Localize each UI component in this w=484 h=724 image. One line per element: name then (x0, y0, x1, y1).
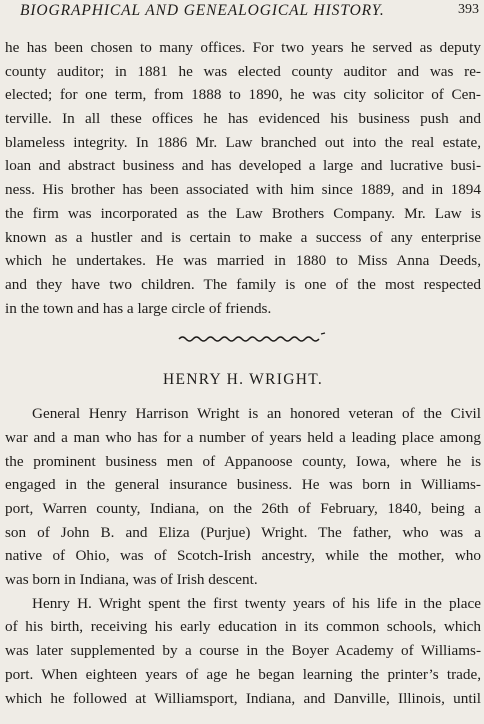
body-text (5, 36, 481, 710)
page-number: 393 (458, 2, 479, 17)
text-line: ness. His brother has been associated with him since 1889, and in 1894 (5, 181, 481, 199)
text-line: of his birth, receiving his early education in its common schools, which (5, 618, 481, 636)
text-line: port, Warren county, Indiana, on the 26th of February, 1840, being a (5, 500, 481, 517)
text-line: and they have two children. The family is one of the most respected (5, 275, 481, 293)
text-line: blameless integrity. In 1886 Mr. Law branched out into the real estate, (5, 133, 481, 151)
text-line: he has been chosen to many offices. For two years he served as deputy (5, 39, 481, 56)
section-heading: HENRY H. WRIGHT. (162, 371, 323, 389)
paragraph-wright-early-life (5, 592, 481, 710)
text-line: son of John B. and Eliza (Purjue) Wright. The father, who was a (5, 523, 481, 541)
text-line: Henry H. Wright spent the first twenty years of his life in the place (32, 594, 481, 612)
text-line: was born in Indiana, was of Irish descent. (5, 571, 258, 589)
text-line: engaged in the general insurance business. He was born in Williams- (5, 476, 481, 494)
text-line: war and a man who has for a number of years held a leading place among (5, 428, 481, 446)
text-line: which he undertakes. He was married in 1880 to Miss Anna Deeds, (5, 252, 481, 270)
text-line: county auditor; in 1881 he was elected county auditor and was re- (5, 62, 481, 80)
text-line: which he followed at Williamsport, Indiana, and Danville, Illinois, until (5, 689, 481, 707)
text-line: terville. In all these offices he has evidenced his business push and (5, 110, 481, 128)
wavy-rule-ornament (177, 332, 327, 346)
text-line: in the town and has a large circle of friends. (5, 299, 272, 317)
text-line: was later supplemented by a course in the Boyer Academy of Williams- (5, 642, 481, 660)
text-line: the prominent business men of Appanoose county, Iowa, where he is (5, 452, 481, 470)
section-separator (5, 320, 481, 362)
paragraph-wright-introduction (5, 402, 481, 592)
text-line: elected; for one term, from 1888 to 1890, he was city solicitor of Cen- (5, 86, 481, 104)
text-line: native of Ohio, was of Scotch-Irish ancestry, while the mother, who (5, 547, 481, 565)
running-head: BIOGRAPHICAL AND GENEALOGICAL HISTORY. (20, 2, 385, 19)
text-line: port. When eighteen years of age he began learning the printer’s trade, (5, 665, 481, 683)
text-line: loan and abstract business and has developed a large and lucrative busi- (5, 157, 481, 175)
text-line: the firm was incorporated as the Law Brothers Company. Mr. Law is (5, 204, 481, 222)
text-line: General Henry Harrison Wright is an honored veteran of the Civil (32, 405, 481, 423)
text-line: known as a hustler and is certain to make a success of any enterprise (5, 228, 481, 246)
paragraph-law-biography (5, 36, 481, 320)
page-header (0, 2, 484, 24)
